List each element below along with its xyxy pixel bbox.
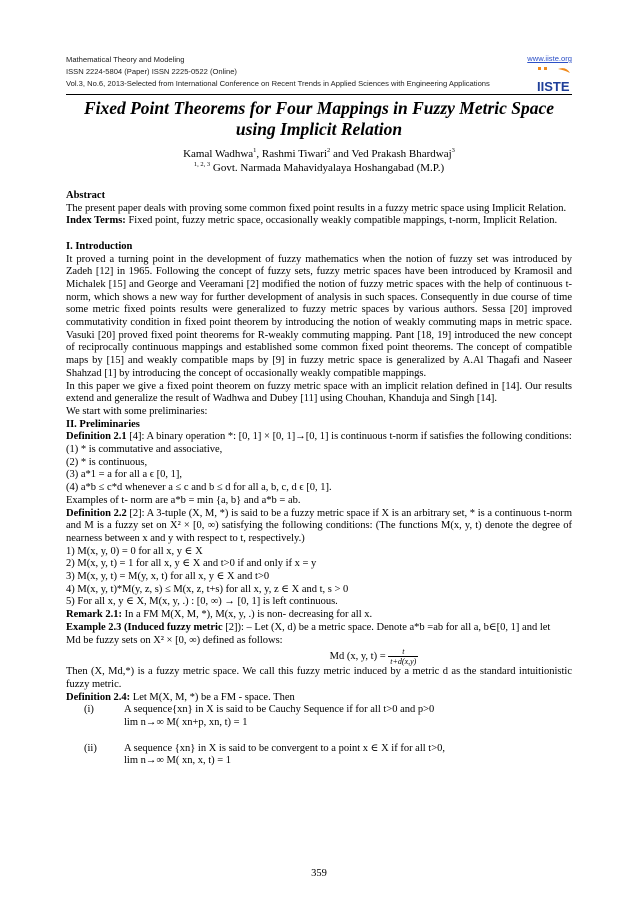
definition-2-4-text: Let M(X, M, *) be a FM - space. Then <box>130 691 295 703</box>
remark-2-1-label: Remark 2.1: <box>66 609 122 621</box>
definition-2-1 <box>66 431 572 444</box>
convergence-limit: lim n→∞ M( xn, x, t) = 1 <box>124 755 232 767</box>
md-formula-left: Md (x, y, t) = <box>329 651 389 663</box>
author-1-sup: 1 <box>253 147 257 154</box>
author-3: and Ved Prakash Bhardwaj <box>330 148 452 160</box>
volume-line: Vol.3, No.6, 2013-Selected from International Conference on Recent Trends in Applied Sciences with Engineering Applications <box>66 79 490 88</box>
affiliation-text: Govt. Narmada Mahavidyalaya Hoshangabad (M.P.) <box>210 162 445 174</box>
index-terms-text: Fixed point, fuzzy metric space, occasionally weakly compatible mappings, t-norm, Implicit Relation. <box>125 215 558 227</box>
author-2-sup: 2 <box>327 147 331 154</box>
intro-paragraph-2: In this paper we give a fixed point theorem on fuzzy metric space with an implicit relation defined in [14]. Our results extend and generalize the result of Wadhwa and Dubey [11] using Chouhan, Khanduja and Singh [14]. <box>66 380 572 405</box>
item-i-label: (i) <box>84 704 94 716</box>
definition-2-2-text: [2]: A 3-tuple (X, M, *) is said to be a fuzzy metric space if X is an arbitrary set, * is a continuous t-norm and M is a fuzzy set on X² × [0, ∞) satisfying the following conditions: (The functions M(x, y, t) denote the degree of nearness between x and y with respect to t, respectively.) <box>66 507 573 544</box>
header-divider <box>66 94 572 95</box>
definition-2-4-item-ii <box>66 743 572 756</box>
logo-text: IISTE <box>537 79 570 94</box>
condition-2: (2) * is continuous, <box>66 456 148 468</box>
title-line-1: Fixed Point Theorems for Four Mappings in Fuzzy Metric Space <box>83 98 555 118</box>
intro-paragraph-1: It proved a turning point in the development of fuzzy mathematics when the notion of fuzzy set was introduced by Zadeh [12] in 1965. Following the concept of fuzzy sets, fuzzy metric spaces have been introduced by Kramosil and Michalek [15] and George and Veeramani [2] modified the notion of fuzzy metric spaces with the help of continuous t-norm, which shows a new way for further development of analysis in such spaces. Consequently in due course of time some metric fixed points results were generalized to fuzzy metric spaces by various authors. Sessa [20] improved commutativity condition in fixed point theorem by introducing the notion of weakly commuting maps in metric space. Vasuki [20] proved fixed point theorems for R-weakly commuting mapping. Pant [18, 19] introduced the new concept of reciprocally continuous mappings and established some common fixed point theorems. The concept of compatible maps by [15] and weakly compatible maps by [9] in fuzzy metric space is generalized by A.Al Thagafi and Naseer Shahzad [1] by introducing the concept of occasionally weakly compatible mappings. <box>66 253 572 379</box>
intro-paragraph-3: We start with some preliminaries: <box>66 405 208 417</box>
metric-condition-1: 1) M(x, y, 0) = 0 for all x, y ∈ X <box>66 545 203 557</box>
index-terms-label: Index Terms: <box>66 215 126 227</box>
induced-metric-statement: Then (X, Md,*) is a fuzzy metric space. We call this fuzzy metric induced by a metric d as the standard intuitionistic fuzzy metric. <box>66 666 572 690</box>
example-2-3-label: Example 2.3 ( <box>66 621 128 633</box>
author-list <box>66 148 572 161</box>
fraction-numerator: t <box>388 647 418 657</box>
metric-condition-2: 2) M(x, y, t) = 1 for all x, y ∈ X and t>0 if and only if x = y <box>66 558 317 570</box>
title-line-2: using Implicit Relation <box>235 119 403 139</box>
journal-name: Mathematical Theory and Modeling <box>66 55 185 64</box>
affiliation <box>66 162 572 175</box>
section-heading-introduction: I. Introduction <box>66 240 133 252</box>
definition-2-2 <box>66 508 572 546</box>
definition-2-4-label: Definition 2.4: <box>66 691 131 703</box>
example-2-3-subtitle: Induced fuzzy metric <box>127 621 223 633</box>
item-ii-text: A sequence {xn} in X is said to be convergent to a point x ∈ X if for all t>0, <box>124 742 446 754</box>
journal-url-link[interactable]: www.iiste.org <box>527 54 572 63</box>
md-definition-line: Md be fuzzy sets on X² × [0, ∞) defined as follows: <box>66 634 283 646</box>
metric-condition-3: 3) M(x, y, t) = M(y, x, t) for all x, y ∈ X and t>0 <box>66 571 270 583</box>
section-heading-preliminaries: II. Preliminaries <box>66 418 140 430</box>
abstract-heading: Abstract <box>66 190 106 201</box>
tnorm-examples: Examples of t- norm are a*b = min {a, b} and a*b = ab. <box>66 494 301 506</box>
definition-2-1-label: Definition 2.1 <box>66 431 127 443</box>
metric-condition-4: 4) M(x, y, t)*M(y, z, s) ≤ M(x, z, t+s) for all x, y, z ∈ X and t, s > 0 <box>66 583 349 595</box>
md-fraction <box>388 647 418 666</box>
paper-title <box>66 98 572 140</box>
item-ii-label: (ii) <box>84 742 97 754</box>
cauchy-limit: lim n→∞ M( xn+p, xn, t) = 1 <box>124 717 248 729</box>
iiste-logo <box>536 67 572 95</box>
condition-1: (1) * is commutative and associative, <box>66 444 223 456</box>
md-formula <box>66 647 572 666</box>
remark-2-1 <box>66 609 572 622</box>
index-terms <box>66 215 572 228</box>
issn-line: ISSN 2224-5804 (Paper) ISSN 2225-0522 (Online) <box>66 67 237 76</box>
remark-2-1-text: In a FM M(X, M, *), M(x, y, .) is non- decreasing for all x. <box>122 609 373 621</box>
definition-2-1-text: [4]: A binary operation *: [0, 1] × [0, 1]→[0, 1] is continuous t-norm if satisfies the following conditions: <box>126 431 572 443</box>
condition-4: (4) a*b ≤ c*d whenever a ≤ c and b ≤ d for all a, b, c, d ϵ [0, 1]. <box>66 482 332 494</box>
condition-3: (3) a*1 = a for all a ϵ [0, 1], <box>66 469 183 481</box>
page-number: 359 <box>311 868 327 879</box>
paper-body <box>66 190 572 768</box>
example-2-3-text: [2]): – Let (X, d) be a metric space. Denote a*b =ab for all a, b∈[0, 1] and let <box>222 621 551 633</box>
item-i-text: A sequence{xn} in X is said to be Cauchy Sequence if for all t>0 and p>0 <box>124 704 435 716</box>
author-2: , Rashmi Tiwari <box>256 148 328 160</box>
definition-2-4 <box>66 692 572 705</box>
definition-2-4-item-i <box>66 704 572 717</box>
definition-2-2-label: Definition 2.2 <box>66 507 127 519</box>
affiliation-sup: 1, 2, 3 <box>193 161 211 168</box>
example-2-3 <box>66 622 572 635</box>
author-1: Kamal Wadhwa <box>183 148 254 160</box>
fraction-denominator: t+d(x,y) <box>390 657 417 667</box>
metric-condition-5: 5) For all x, y ∈ X, M(x, y, .) : [0, ∞) → [0, 1] is left continuous. <box>66 596 338 608</box>
author-3-sup: 3 <box>451 147 455 154</box>
abstract-text: The present paper deals with proving some common fixed point results in a fuzzy metric space using Implicit Relation. <box>66 202 567 214</box>
